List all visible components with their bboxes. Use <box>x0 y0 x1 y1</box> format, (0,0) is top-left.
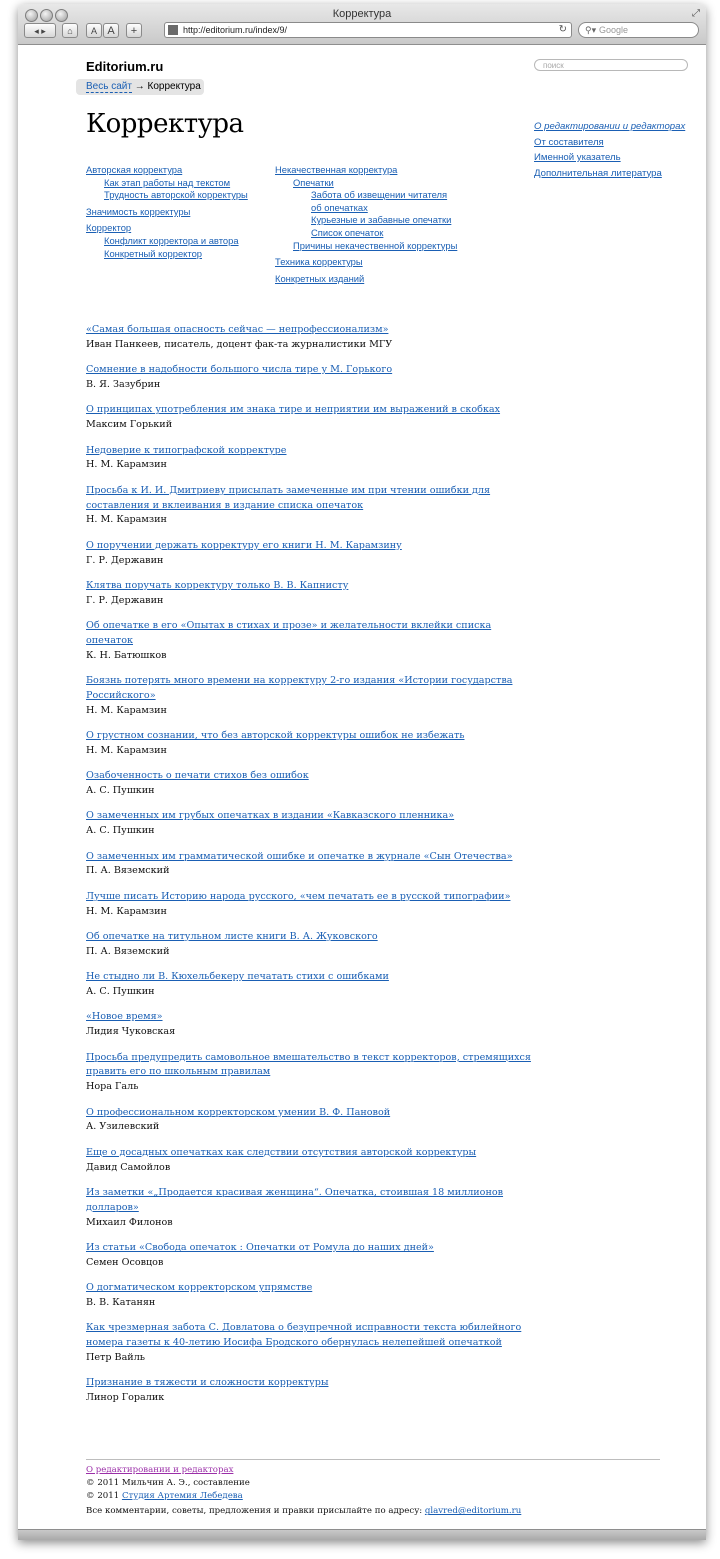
entry-title-link[interactable]: Из заметки «„Продается красивая женщина“. Опечатка, стоившая 18 миллионов долларов» <box>86 1186 504 1213</box>
entry-title-link[interactable]: О замеченных им грубых опечатках в издании «Кавказского пленника» <box>86 810 455 822</box>
home-icon: ⌂ <box>67 26 73 36</box>
right-nav-item <box>534 150 685 166</box>
forward-icon[interactable]: ▸ <box>41 26 46 36</box>
entry-author: Нора Галь <box>86 1081 139 1093</box>
list-item <box>86 579 536 609</box>
toc-link[interactable]: Конкретных изданий <box>275 272 365 284</box>
entry-author: А. С. Пушкин <box>86 825 155 837</box>
entry-title-link[interactable]: Сомнение в надобности большого числа тире у М. Горького <box>86 364 393 376</box>
back-icon[interactable]: ◂ <box>34 26 39 36</box>
entry-author: В. В. Катанян <box>86 1296 156 1308</box>
toc-link[interactable]: об опечатках <box>311 201 368 213</box>
entry-title-link[interactable]: Признание в тяжести и сложности корректуры <box>86 1377 329 1389</box>
footer-email-link[interactable]: glavred@editorium.ru <box>424 1506 522 1517</box>
toc-link[interactable]: Авторская корректура <box>86 164 183 175</box>
entry-title-link[interactable]: Боязнь потерять много времени на корректуру 2-го издания «Истории государства Российского» <box>86 675 513 701</box>
right-nav-item <box>534 119 685 135</box>
titlebar <box>18 4 706 45</box>
list-item <box>86 809 536 839</box>
toc-item <box>275 240 457 253</box>
reload-icon[interactable]: ↻ <box>558 24 567 35</box>
entry-title-link[interactable]: О поручении держать корректуру его книги Н. М. Карамзину <box>86 539 402 551</box>
entry-title-link[interactable]: О догматическом корректорском упрямстве <box>86 1282 313 1294</box>
toc-link[interactable]: Как этап работы над текстом <box>104 176 231 188</box>
add-bookmark-button[interactable]: + <box>126 23 142 38</box>
entry-author: Иван Панкеев, писатель, доцент фак-та журналистики МГУ <box>86 338 393 350</box>
toc-link[interactable]: Техника корректуры <box>275 256 363 268</box>
toc-link[interactable]: Некачественная корректура <box>275 164 398 175</box>
footer-copy2-prefix: © 2011 <box>86 1490 122 1501</box>
entry-title-link[interactable]: О профессиональном корректорском умении В. Ф. Пановой <box>86 1106 391 1118</box>
entry-author: К. Н. Батюшков <box>86 649 167 661</box>
list-item <box>86 403 536 433</box>
text-bigger-button[interactable]: A <box>103 23 119 38</box>
entry-title-link[interactable]: Не стыдно ли В. Кюхельбекеру печатать стихи с ошибками <box>86 971 389 983</box>
entry-author: А. С. Пушкин <box>86 785 155 797</box>
toc-item <box>86 248 248 261</box>
entry-title-link[interactable]: «Самая большая опасность сейчас — непрофессионализм» <box>86 324 389 335</box>
entry-author: Семен Осовцов <box>86 1256 164 1268</box>
footer-copyright-2 <box>86 1490 521 1503</box>
list-item <box>86 1186 536 1230</box>
entry-author: Н. М. Карамзин <box>86 905 167 917</box>
toc-item <box>86 189 248 202</box>
browser-search-placeholder[interactable]: Google <box>599 25 629 35</box>
list-item <box>86 930 536 960</box>
list-item <box>86 1241 536 1271</box>
toc-item <box>86 164 248 177</box>
address-text[interactable]: http://editorium.ru/index/9/ <box>183 25 288 35</box>
footer-studio-link[interactable]: Студия Артемия Лебедева <box>121 1490 243 1501</box>
entry-title-link[interactable]: Как чрезмерная забота С. Довлатова о безупречной исправности текста юбилейного номера газеты к 40-летию Иосифа Бродского обернулась нелепейшей опечаткой <box>86 1322 522 1349</box>
entry-author: Н. М. Карамзин <box>86 704 167 716</box>
right-nav <box>534 119 685 181</box>
toc-link[interactable]: Курьезные и забавные опечатки <box>311 214 452 226</box>
list-item <box>86 1376 536 1406</box>
site-search-input[interactable]: поиск <box>534 59 688 71</box>
right-nav-item <box>534 135 685 151</box>
toc-link[interactable]: Значимость корректуры <box>86 205 191 217</box>
entry-author: Лидия Чуковская <box>86 1026 176 1038</box>
toc-item <box>275 202 457 215</box>
entry-author: Максим Горький <box>86 419 173 431</box>
entry-title-link[interactable]: Еще о досадных опечатках как следствии отсутствия авторской корректуры <box>86 1146 477 1158</box>
entry-author: А. С. Пушкин <box>86 986 155 997</box>
site-logo[interactable]: Editorium.ru <box>86 59 164 74</box>
entry-author: Н. М. Карамзин <box>86 459 167 471</box>
browser-search-field[interactable] <box>578 22 699 38</box>
toc-link[interactable]: Опечатки <box>293 176 334 188</box>
breadcrumb-home-link[interactable]: Весь сайт <box>86 81 132 92</box>
right-nav-link[interactable]: Именной указатель <box>534 152 621 163</box>
toc-item <box>86 222 248 235</box>
breadcrumb-current: Корректура <box>147 81 201 92</box>
text-smaller-button[interactable]: A <box>86 23 102 38</box>
window-bottom-bar <box>18 1529 706 1540</box>
list-item <box>86 323 536 353</box>
footer-contact-text: Все комментарии, советы, предложения и правки присылайте по адресу: <box>86 1506 425 1517</box>
toc-link[interactable]: Список опечаток <box>311 226 384 238</box>
list-item <box>86 1321 536 1365</box>
entry-title-link[interactable]: О грустном сознании, что без авторской корректуры ошибок не избежать <box>86 730 465 742</box>
toc-link[interactable]: Забота об извещении читателя <box>311 189 448 201</box>
right-nav-link[interactable]: От составителя <box>534 136 604 148</box>
entry-author: П. А. Вяземский <box>86 865 170 877</box>
toc-link[interactable]: Конкретный корректор <box>104 247 203 259</box>
page-title: Корректура <box>86 109 244 139</box>
toc-link[interactable]: Трудность авторской корректуры <box>104 189 248 201</box>
entry-title-link[interactable]: Лучше писать Историю народа русского, «чем печатать ее в русской типографии» <box>86 890 511 902</box>
list-item <box>86 890 536 920</box>
toc-link[interactable]: Причины некачественной корректуры <box>293 239 458 251</box>
back-forward-buttons[interactable] <box>24 23 56 38</box>
list-item <box>86 729 536 759</box>
entry-author: Н. М. Карамзин <box>86 514 167 526</box>
window-title: Корректура <box>332 8 392 20</box>
home-button[interactable] <box>62 23 78 38</box>
fullscreen-icon[interactable]: ⤢ <box>692 8 700 19</box>
entry-title-link[interactable]: Клятва поручать корректуру только В. В. Капнисту <box>86 579 349 591</box>
toc-item <box>86 235 248 248</box>
entry-title-link[interactable]: Об опечатке в его «Опытах в стихах и прозе» и желательности вклейки списка опечаток <box>86 620 492 646</box>
footer-divider <box>86 1459 660 1460</box>
toc-item <box>275 256 457 269</box>
entry-author: В. Я. Зазубрин <box>86 378 161 390</box>
entry-title-link[interactable]: Об опечатке на титульном листе книги В. А. Жуковского <box>86 931 378 943</box>
toc-item <box>275 177 457 190</box>
toc-item <box>275 214 457 227</box>
entry-author: П. А. Вяземский <box>86 945 170 957</box>
footer-copyright-1: © 2011 Мильчин А. Э., составление <box>86 1477 250 1488</box>
list-item <box>86 619 536 663</box>
entry-title-link[interactable]: Просьба к И. И. Дмитриеву присылать замеченные им при чтении ошибки для составления и вклеивания в издание списка опечаток <box>86 484 491 511</box>
entry-author: Н. М. Карамзин <box>86 744 167 756</box>
list-item <box>86 850 536 880</box>
entry-author: Г. Р. Державин <box>86 594 164 606</box>
toc-item <box>275 164 457 177</box>
toc-link[interactable]: Корректор <box>86 222 132 234</box>
favicon-icon <box>168 25 178 35</box>
entry-author: Линор Горалик <box>86 1392 165 1404</box>
toc-left <box>86 164 248 260</box>
entry-title-link[interactable]: О принципах употребления им знака тире и неприятии им выражений в скобках <box>86 404 501 416</box>
list-item <box>86 1010 536 1040</box>
footer-book-link[interactable]: О редактировании и редакторах <box>86 1465 234 1475</box>
entry-title-link[interactable]: Просьба предупредить самовольное вмешательство в текст корректоров, стремящихся править его по школьным правилам <box>86 1051 531 1078</box>
footer-contact <box>86 1505 521 1518</box>
list-item <box>86 769 536 799</box>
entry-title-link[interactable]: Недоверие к типографской корректуре <box>86 444 287 456</box>
entry-author: Михаил Филонов <box>86 1216 173 1228</box>
entry-author: Давид Самойлов <box>86 1161 171 1173</box>
browser-window <box>18 4 706 1540</box>
list-item <box>86 674 536 718</box>
address-bar[interactable] <box>164 22 572 38</box>
right-nav-link[interactable]: Дополнительная литература <box>534 167 662 179</box>
footer <box>86 1464 521 1518</box>
toc-item <box>275 273 457 286</box>
toc-item <box>275 189 457 202</box>
article-list <box>86 323 536 1416</box>
toc-item <box>86 177 248 190</box>
entry-author: Г. Р. Державин <box>86 554 164 566</box>
entry-author: А. Узилевский <box>86 1121 160 1133</box>
entry-title-link[interactable]: О замеченных им грамматической ошибке и опечатке в журнале «Сын Отечества» <box>86 850 513 862</box>
breadcrumb <box>76 79 204 95</box>
list-item <box>86 484 536 528</box>
list-item <box>86 1281 536 1311</box>
list-item <box>86 1106 536 1136</box>
toc-item <box>86 206 248 219</box>
breadcrumb-separator: → <box>131 81 148 92</box>
search-icon: ⚲▾ <box>585 25 597 35</box>
list-item <box>86 539 536 569</box>
list-item <box>86 1146 536 1176</box>
list-item <box>86 970 536 1000</box>
toc-item <box>275 227 457 240</box>
entry-title-link[interactable]: Озабоченность о печати стихов без ошибок <box>86 770 309 782</box>
entry-author: Петр Вайль <box>86 1351 146 1363</box>
right-nav-link[interactable]: О редактировании и редакторах <box>534 121 686 132</box>
toc-right <box>275 164 457 285</box>
right-nav-item <box>534 166 685 182</box>
toc-link[interactable]: Конфликт корректора и автора <box>104 234 239 246</box>
list-item <box>86 444 536 474</box>
list-item <box>86 363 536 393</box>
entry-title-link[interactable]: Из статьи «Свобода опечаток : Опечатки от Ромула до наших дней» <box>86 1241 434 1253</box>
entry-title-link[interactable]: «Новое время» <box>86 1011 163 1023</box>
list-item <box>86 1051 536 1095</box>
